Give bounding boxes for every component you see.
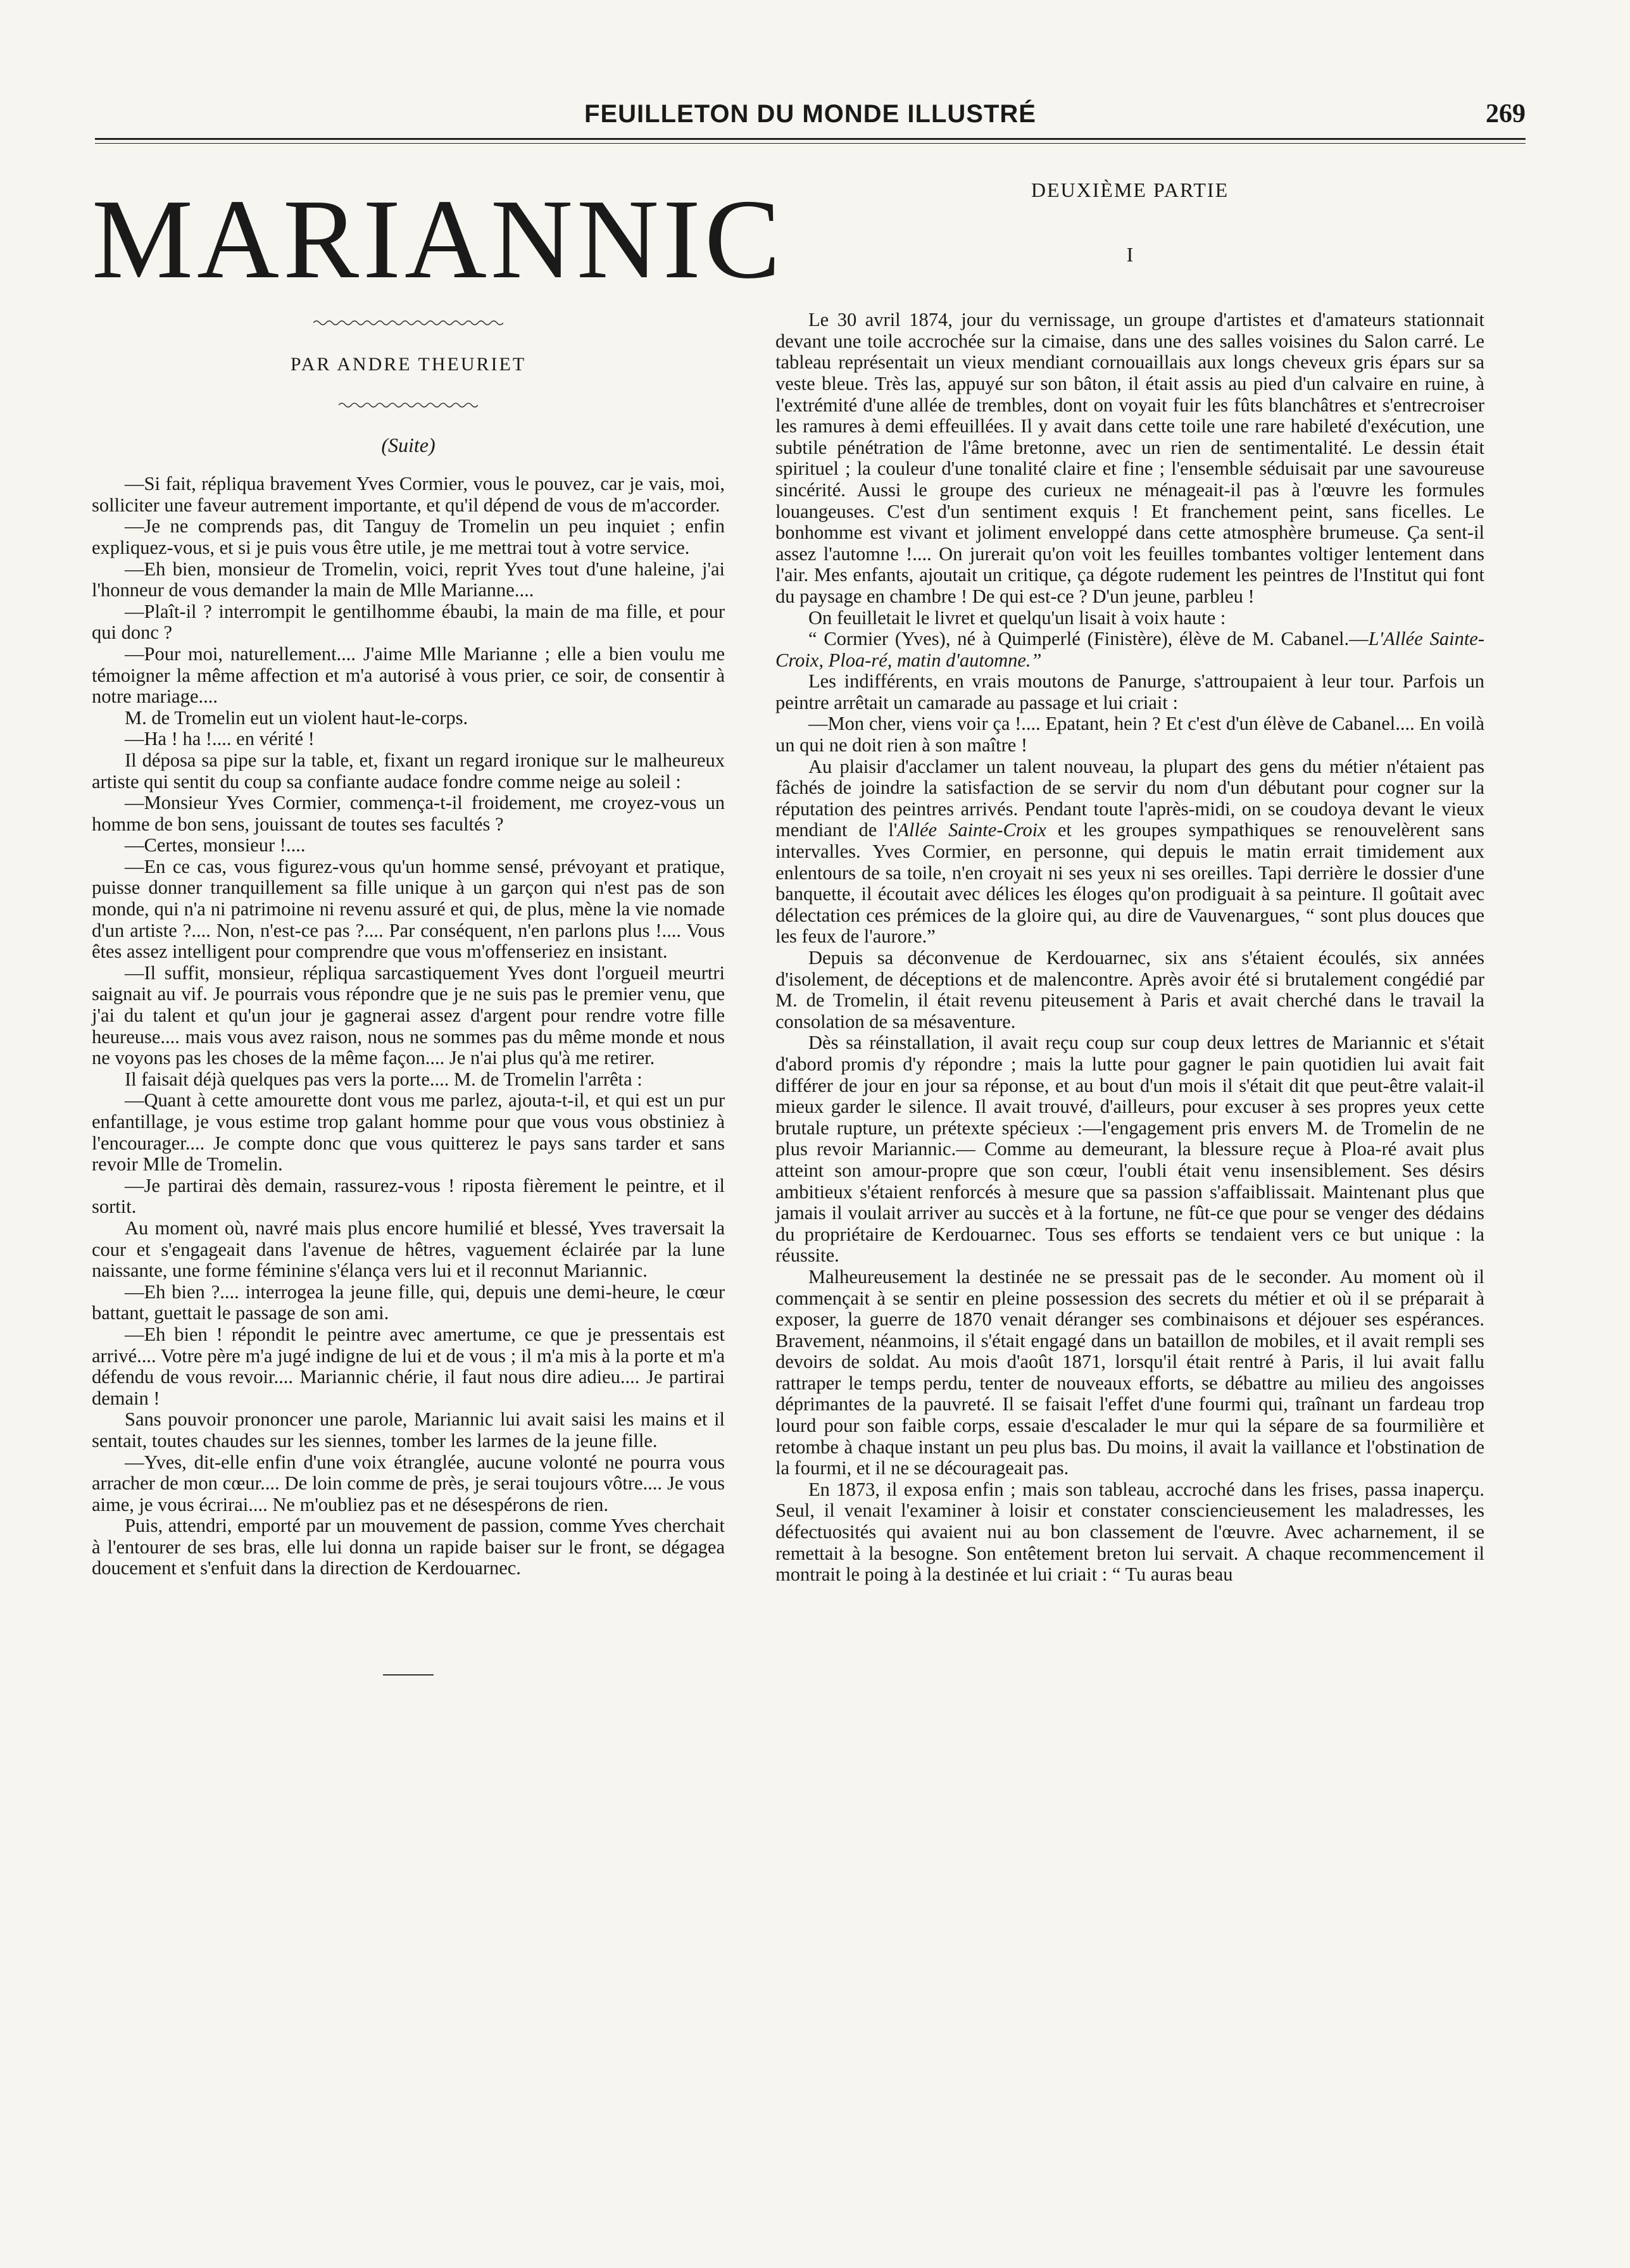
right-column [775,157,1484,1586]
paragraph: —Plaît-il ? interrompit le gentilhomme ébaubi, la main de ma fille, et pour qui donc ? [92,600,725,644]
painting-title: L'Allée Sainte-Croix, Ploa-ré, matin d'automne.” [775,628,1484,671]
paragraph: —Je partirai dès demain, rassurez-vous ! riposta fièrement le peintre, et il sortit. [92,1174,725,1218]
paragraph: Les indifférents, en vrais moutons de Panurge, s'attroupaient à leur tour. Parfois un peintre arrêtait un camarade au passage et lui criait : [775,670,1484,713]
header-rule-thin [95,143,1526,144]
paragraph [775,629,1484,671]
paragraph: Puis, attendri, emporté par un mouvement de passion, comme Yves cherchait à l'entourer de ses bras, elle lui donna un rapide baiser sur le front, se dégagea doucement et s'enfuit dans la direction de Kerdouarnec. [92,1515,725,1579]
paragraph: Au moment où, navré mais plus encore humilié et blessé, Yves traversait la cour et s'engageait dans l'avenue de hêtres, vaguement éclairée par la lune naissante, une forme féminine s'élança vers lui et il reconnut Mariannic. [92,1217,725,1282]
text-run: et les groupes sympathiques se renouvelèrent sans intervalles. Yves Cormier, en personne, qui depuis le matin errait timidement aux enlentours de sa toile, n'en croyait ni ses yeux ni ses oreilles. Tapi derrière le dossier d'une banquette, il écoutait avec délices les éloges qu'on prodiguait à sa peinture. Il goûtait avec délectation ces prémices de la gloire qui, au dire de Vauvenargues, “ sont plus douces que les feux de l'aurore.” [775,819,1484,948]
paragraph: Sans pouvoir prononcer une parole, Mariannic lui avait saisi les mains et il sentait, toutes chaudes sur les siennes, tomber les larmes de la jeune fille. [92,1408,725,1451]
paragraph: —Yves, dit-elle enfin d'une voix étranglée, aucune volonté ne pourra vous arracher de mon cœur.... De loin comme de près, je serai toujours vôtre.... Je vous aime, je vous écrirai.... Ne m'oubliez pas et ne désespérons de rien. [92,1451,725,1515]
paragraph: —Si fait, répliqua bravement Yves Cormier, vous le pouvez, car je vais, moi, solliciter une faveur autrement importante, et qu'il dépend de vous de m'accorder. [92,473,725,516]
paragraph: —Je ne comprends pas, dit Tanguy de Tromelin un peu inquiet ; enfin expliquez-vous, et si je puis vous être utile, je me mettrai tout à votre service. [92,515,725,558]
catalogue-entry: “ Cormier (Yves), né à Quimperlé (Finistère), élève de M. Cabanel.— [808,628,1369,650]
paragraph: Il faisait déjà quelques pas vers la porte.... M. de Tromelin l'arrêta : [125,1068,643,1090]
byline: PAR ANDRE THEURIET [290,354,527,375]
suite-note: (Suite) [381,433,436,456]
page-header [95,95,1526,139]
paragraph: —Quant à cette amourette dont vous me parlez, ajouta-t-il, et qui est un pur enfantillage, je vous estime trop galant homme pour que vous vous obstiniez à l'encourager.... Je compte donc que vous quitterez le pays sans tarder et sans revoir Mlle de Tromelin. [92,1089,725,1175]
paragraph: En 1873, il exposa enfin ; mais son tableau, accroché dans les frises, passa inaperçu. Seul, il venait l'examiner à loisir et constater consciencieusement les maladresses, les défectuosités qui avaient nui au bon classement de l'œuvre. Avec acharnement, il se remettait à la besogne. Son entêtement breton lui servait. A chaque recommencement il montrait le poing à la destinée et lui criait : “ Tu auras beau [775,1478,1484,1586]
paragraph: —Mon cher, viens voir ça !.... Epatant, hein ? Et c'est d'un élève de Cabanel.... En voilà un qui ne doit rien à son maître ! [775,713,1484,756]
paragraph: —Monsieur Yves Cormier, commença-t-il froidement, me croyez-vous un homme de bon sens, jouissant de toutes ses facultés ? [92,792,725,835]
paragraph: Le 30 avril 1874, jour du vernissage, un groupe d'artistes et d'amateurs stationnait devant une toile accrochée sur la cimaise, dans une des salles voisines du Salon carré. Le tableau représentait un vieux mendiant cornouaillais aux longs cheveux gris épars sur sa veste bleue. Très las, appuyé sur son bâton, il était assis au pied d'un calvaire en ruine, à l'extrémité d'une allée de trembles, dont on voyait fuir les fûts blanchâtres et s'entrecroiser les ramures à demi effeuillées. Il y avait dans cette toile une rare habileté d'exécution, une subtile pénétration de l'âme bretonne, avec un rien de sentimentalité. Le dessin était spirituel ; la couleur d'une tonalité claire et fine ; l'ensemble séduisait par une savoureuse sincérité. Aussi le groupe des curieux ne ménageait-il pas à l'œuvre les formules louangeuses. C'est d'un sentiment exquis ! Et franchement peint, sans ficelles. Le bonhomme est vivant et joliment enveloppé dans cette atmosphère brumeuse. Ça sent-il assez l'automne !.... On jurerait qu'on voit les feuilles tombantes voltiger lentement dans l'air. Mes enfants, ajoutait un critique, ça dégote rudement les peintres de l'Institut qui font du paysage en chambre ! De qui est-ce ? D'un jeune, parbleu ! [775,309,1484,607]
left-column [92,157,785,1676]
part-title: DEUXIÈME PARTIE [1031,179,1229,201]
paragraph: —Pour moi, naturellement.... J'aime Mlle Marianne ; elle a bien voulu me témoigner la même affection et m'a autorisé à vous prier, ce soir, de consentir à notre mariage.... [92,642,725,708]
paragraph: M. de Tromelin eut un violent haut-le-corps. [125,706,468,729]
paragraph: —En ce cas, vous figurez-vous qu'un homme sensé, prévoyant et pratique, puisse donner tranquillement sa fille unique à un garçon qui n'est pas de son monde, qui n'a ni patrimoine ni revenu assuré et qui, de plus, mène la vie nomade d'un artiste ?.... Non, n'est-ce pas ?.... Par conséquent, n'en parlons plus !.... Vous êtes assez intelligent pour comprendre que vous m'offenseriez en insistant. [92,855,725,963]
paragraph: —Eh bien ! répondit le peintre avec amertume, ce que je pressentais est arrivé.... Votre père m'a jugé indigne de lui et de vous ; il m'a mis à la porte et m'a défendu de vous revoir.... Mariannic chérie, il faut nous dire adieu.... Je partirai demain ! [92,1323,725,1409]
end-rule [383,1674,434,1676]
running-title: FEUILLETON DU MONDE ILLUSTRÉ [584,100,1036,128]
story-title: MARIANNIC [92,176,785,302]
paragraph: —Eh bien, monsieur de Tromelin, voici, reprit Yves tout d'une haleine, j'ai l'honneur de vous demander la main de Mlle Marianne.... [92,558,725,601]
page-number: 269 [1486,99,1526,128]
ornament-squiggle-2 [339,401,478,410]
painting-title-inline: Allée Sainte-Croix [897,819,1046,841]
paragraph: On feuilletait le livret et quelqu'un lisait à voix haute : [808,606,1226,629]
paragraph: —Ha ! ha !.... en vérité ! [125,728,315,750]
paragraph: —Eh bien ?.... interrogea la jeune fille, qui, depuis une demi-heure, le cœur battant, guettait le passage de son ami. [92,1281,725,1324]
paragraph: Depuis sa déconvenue de Kerdouarnec, six ans s'étaient écoulés, six années d'isolement, de déceptions et de malencontre. Après avoir été si brutalement congédié par M. de Tromelin, il était revenu piteusement à Paris et avait cherché dans le travail la consolation de sa mésaventure. [775,947,1484,1032]
chapter-number: I [1126,242,1134,266]
ornament-squiggle [313,318,503,327]
paragraph: —Certes, monsieur !.... [125,834,306,856]
header-rule [95,138,1526,140]
text-run: Au plaisir d'acclamer un talent nouveau, la plupart des gens du métier n'étaient pas fâchés de joindre la satisfaction de se servir du nom d'un débutant pour cogner sur la réputation des peintres arrivés. Pendant toute l'après-midi, on se coudoya devant le vieux mendiant de l' [775,755,1484,841]
paragraph: Malheureusement la destinée ne se pressait pas de le seconder. Au moment où il commençait à se sentir en pleine possession des secrets du métier et où il se préparait à exposer, la guerre de 1870 venait déranger ses combinaisons et déjouer ses espérances. Bravement, néanmoins, il s'était engagé dans un bataillon de mobiles, et il avait rempli ses devoirs de soldat. Au mois d'août 1871, lorsqu'il était rentré à Paris, il lui avait fallu rattraper le temps perdu, tenter de nouveaux efforts, se débattre au milieu des angoisses déprimantes de la pauvreté. Il se faisait l'effet d'une fourmi qui, traînant un fardeau trop lourd pour son faible corps, essaie d'escalader le mur qui la sépare de sa fourmilière et retombe à chaque instant un peu plus bas. Du moins, il avait la vaillance et l'obstination de la fourmi, et il ne se décourageait pas. [775,1265,1484,1479]
paragraph [775,756,1484,948]
paragraph: Dès sa réinstallation, il avait reçu coup sur coup deux lettres de Mariannic et s'était d'abord promis d'y répondre ; mais la lutte pour gagner le pain quotidien lui avait fait différer de jour en jour sa réponse, et au bout d'un mois il s'était dit que peut-être valait-il mieux garder le silence. Il avait trouvé, d'ailleurs, pour excuser à ses propres yeux cette brutale rupture, un prétexte spécieux :—l'engagement pris envers M. de Tromelin de ne plus revoir Mariannic.— Comme au demeurant, la blessure reçue à Ploa-ré avait plus atteint son amour-propre que son cœur, l'oubli était venu insensiblement. Ses désirs ambitieux s'étaient renforcés à mesure que sa passion s'affaiblissait. Maintenant plus que jamais il voulait arriver au succès et à la fortune, ne fût-ce que pour se venger des dédains du propriétaire de Kerdouarnec. Tous ses efforts se tendaient vers ce but unique : la réussite. [775,1032,1484,1267]
paragraph: Il déposa sa pipe sur la table, et, fixant un regard ironique sur le malheureux artiste qui sentit du coup sa confiante audace fondre comme neige au soleil : [92,749,725,793]
paragraph: —Il suffit, monsieur, répliqua sarcastiquement Yves dont l'orgueil meurtri saignait au vif. Je pourrais vous répondre que je ne suis pas le premier venu, que j'ai du talent et qu'un jour je gagnerai assez d'argent pour rendre votre fille heureuse.... mais vous avez raison, nous ne sommes pas du même monde et nous ne voyons pas les choses de la même façon.... Je n'ai plus qu'à me retirer. [92,962,725,1069]
